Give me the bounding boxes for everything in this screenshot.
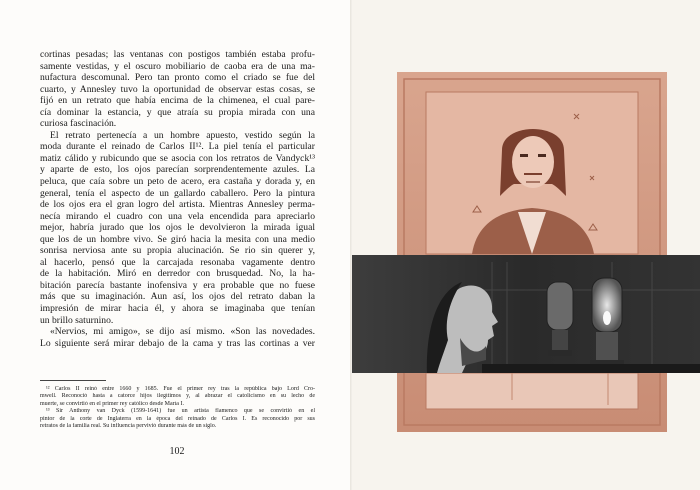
text-line: samente vestidas, y el oscuro mobiliario de caoba era de una ma- — [40, 60, 315, 72]
text-line: mejor, habría jurado que los ojos le devolvieron la mirada igual — [40, 222, 315, 234]
text-line: necía mirando el cuadro con una vela encendida para apreciarlo — [40, 210, 315, 222]
text-line: que los de un hombre vivo. Se giró hacia la mesita con una medio — [40, 233, 315, 245]
footnote-line: mwell. Reconoció hasta a catorce hijos ilegítimos y, al abrazar el catolicismo en su lecho de — [40, 393, 315, 400]
text-line: de la habitación. Miró en derredor con brusquedad. No, la ha- — [40, 268, 315, 280]
text-line: y aparte de esto, los ojos parecían sorprendentemente azules. La — [40, 164, 315, 176]
illustration-portrait-and-candle — [352, 0, 700, 490]
right-page — [352, 0, 700, 490]
footnote-line: muerte, se convirtió en el primer rey católico desde María I. — [40, 400, 184, 407]
text-line: impresión de mirar hacia él, y ahora se imaginaba que tenían — [40, 303, 315, 315]
text-line: bitación parecía bastante inofensiva y era probable que no fuese — [40, 279, 315, 291]
text-line: moda durante el reinado de Carlos II¹². La piel tenía el particular — [40, 141, 315, 153]
text-line: sonrisa nerviosa ante su propia alucinación. Se rio sin querer y, — [40, 245, 315, 257]
text-line: peluca, que caía sobre un peto de acero, era castaña y dorada y, en — [40, 176, 315, 188]
footnote-divider — [40, 380, 106, 381]
text-line: «Nervios, mi amigo», se dijo así mismo. «Son las novedades. — [50, 326, 315, 338]
footnote-line: retratos de la familia real. Su influencia pervivió durante más de un siglo. — [40, 423, 217, 430]
text-line: nufactura descomunal. Pero tan pronto como el criado se fue del — [40, 72, 315, 84]
text-line: curiosa fascinación. — [40, 118, 117, 130]
text-line: un brillo saturnino. — [40, 314, 114, 326]
text-line: general, tenía el aspecto de un gallardo caballero. Pero la pintura — [40, 187, 315, 199]
text-line: cía dominar la estancia, y que atraía su propia mirada con una — [40, 106, 315, 118]
night-scene-band — [352, 255, 700, 373]
footnotes — [40, 386, 315, 430]
text-line: cortinas pesadas; las ventanas con postigos también estaba profu- — [40, 49, 315, 60]
body-text — [40, 49, 315, 349]
page-number: 102 — [169, 446, 185, 457]
text-line: fijó en un retrato que había encima de la chimenea, el cual pare- — [40, 95, 315, 107]
text-line: al hacerlo, pensó que la carcajada resonaba vagamente dentro — [40, 256, 315, 268]
text-line: cuarto, y Annesley tuvo la oportunidad de observar estas cosas, se — [40, 83, 315, 95]
footnote-line: ¹² Carlos II reinó entre 1660 y 1685. Fue el primer rey tras la república bajo Lord Cro- — [46, 386, 315, 392]
text-line: El retrato pertenecía a un hombre apuesto, vestido según la — [50, 129, 315, 141]
text-line: Lo siguiente será mirar debajo de la cama y tras las cortinas a ver — [40, 337, 315, 349]
text-line: matiz cálido y rubicundo que se asocia con los retratos de Vandyck¹³ — [40, 152, 315, 164]
footnote-line: pintor de la corte de Inglaterra en la época del reinado de Carlos I. Es reconocido por sus — [40, 415, 315, 422]
footnote-line: ¹³ Sir Anthony van Dyck (1599-1641) fue un artista flamenco que se convirtió en el — [46, 408, 315, 415]
text-line: más que su imaginación. Aun así, los ojos del retrato daban la — [40, 291, 315, 303]
text-line: de los ojos era el gran logro del artista. Mientras Annesley perma- — [40, 199, 315, 211]
